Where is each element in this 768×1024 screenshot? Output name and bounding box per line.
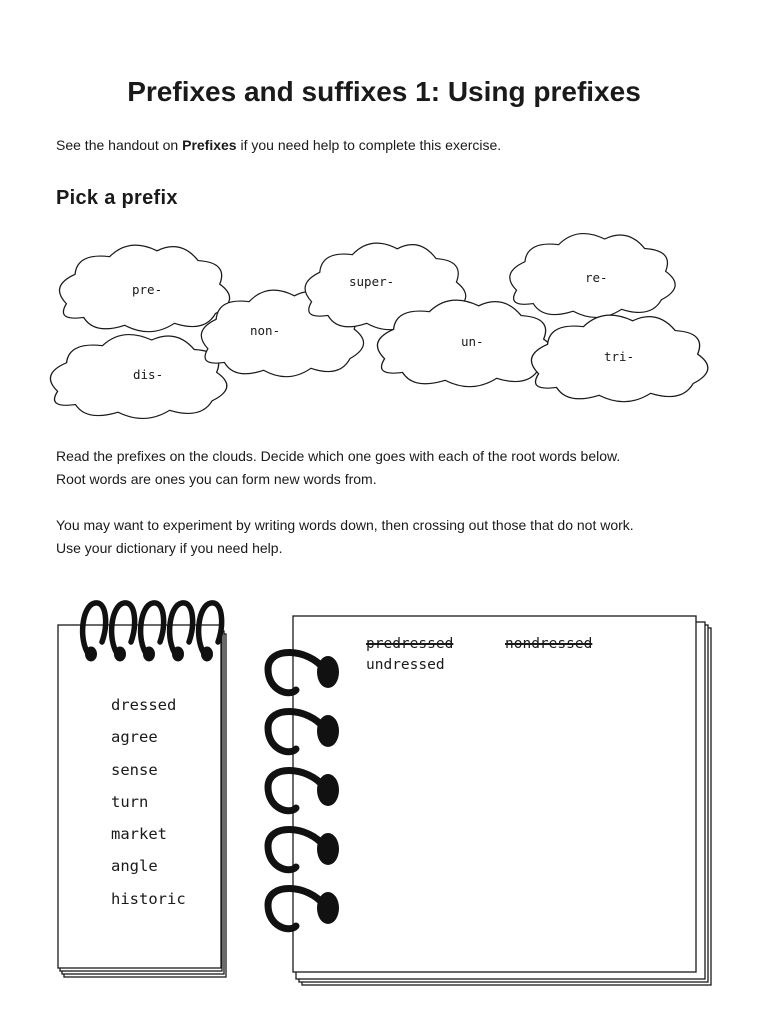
answers-notepad (293, 616, 711, 985)
page-title: Prefixes and suffixes 1: Using prefixes (127, 76, 641, 107)
cloud-label-non: non- (250, 323, 281, 338)
root-words-list (111, 694, 186, 920)
instructions-paragraph-1 (56, 445, 736, 491)
cloud-label-un: un- (461, 334, 484, 349)
intro-text-end: if you need help to complete this exercise. (236, 137, 502, 153)
root-word: market (111, 825, 167, 844)
root-word: historic (111, 889, 186, 908)
prefix-clouds (0, 220, 768, 430)
section-heading: Pick a prefix (56, 187, 178, 209)
root-word: sense (111, 760, 158, 779)
root-word: turn (111, 792, 149, 811)
correct-answer: undressed (366, 657, 445, 673)
instruction-line: Use your dictionary if you need help. (56, 540, 283, 556)
intro-text-start: See the handout on (56, 137, 183, 153)
instruction-line: Read the prefixes on the clouds. Decide which one goes with each of the root words below. (56, 448, 621, 464)
crossed-out-answer: predressed (366, 636, 454, 652)
instruction-line: Root words are ones you can form new words from. (56, 471, 377, 487)
root-word: dressed (111, 696, 177, 714)
cloud-label-re: re- (585, 270, 608, 285)
root-word: angle (111, 857, 158, 876)
cloud-label-dis: dis- (133, 367, 164, 382)
crossed-out-answer: nondressed (505, 636, 593, 652)
instruction-line: You may want to experiment by writing words down, then crossing out those that do not work. (56, 517, 634, 533)
intro-text (56, 137, 501, 153)
cloud-label-tri: tri- (604, 349, 635, 364)
instructions-paragraph-2 (56, 514, 736, 560)
cloud-label-super: super- (349, 274, 395, 289)
prefixes-handout-reference: Prefixes (182, 137, 237, 153)
root-word: agree (111, 728, 158, 747)
cloud-label-pre: pre- (132, 282, 163, 297)
